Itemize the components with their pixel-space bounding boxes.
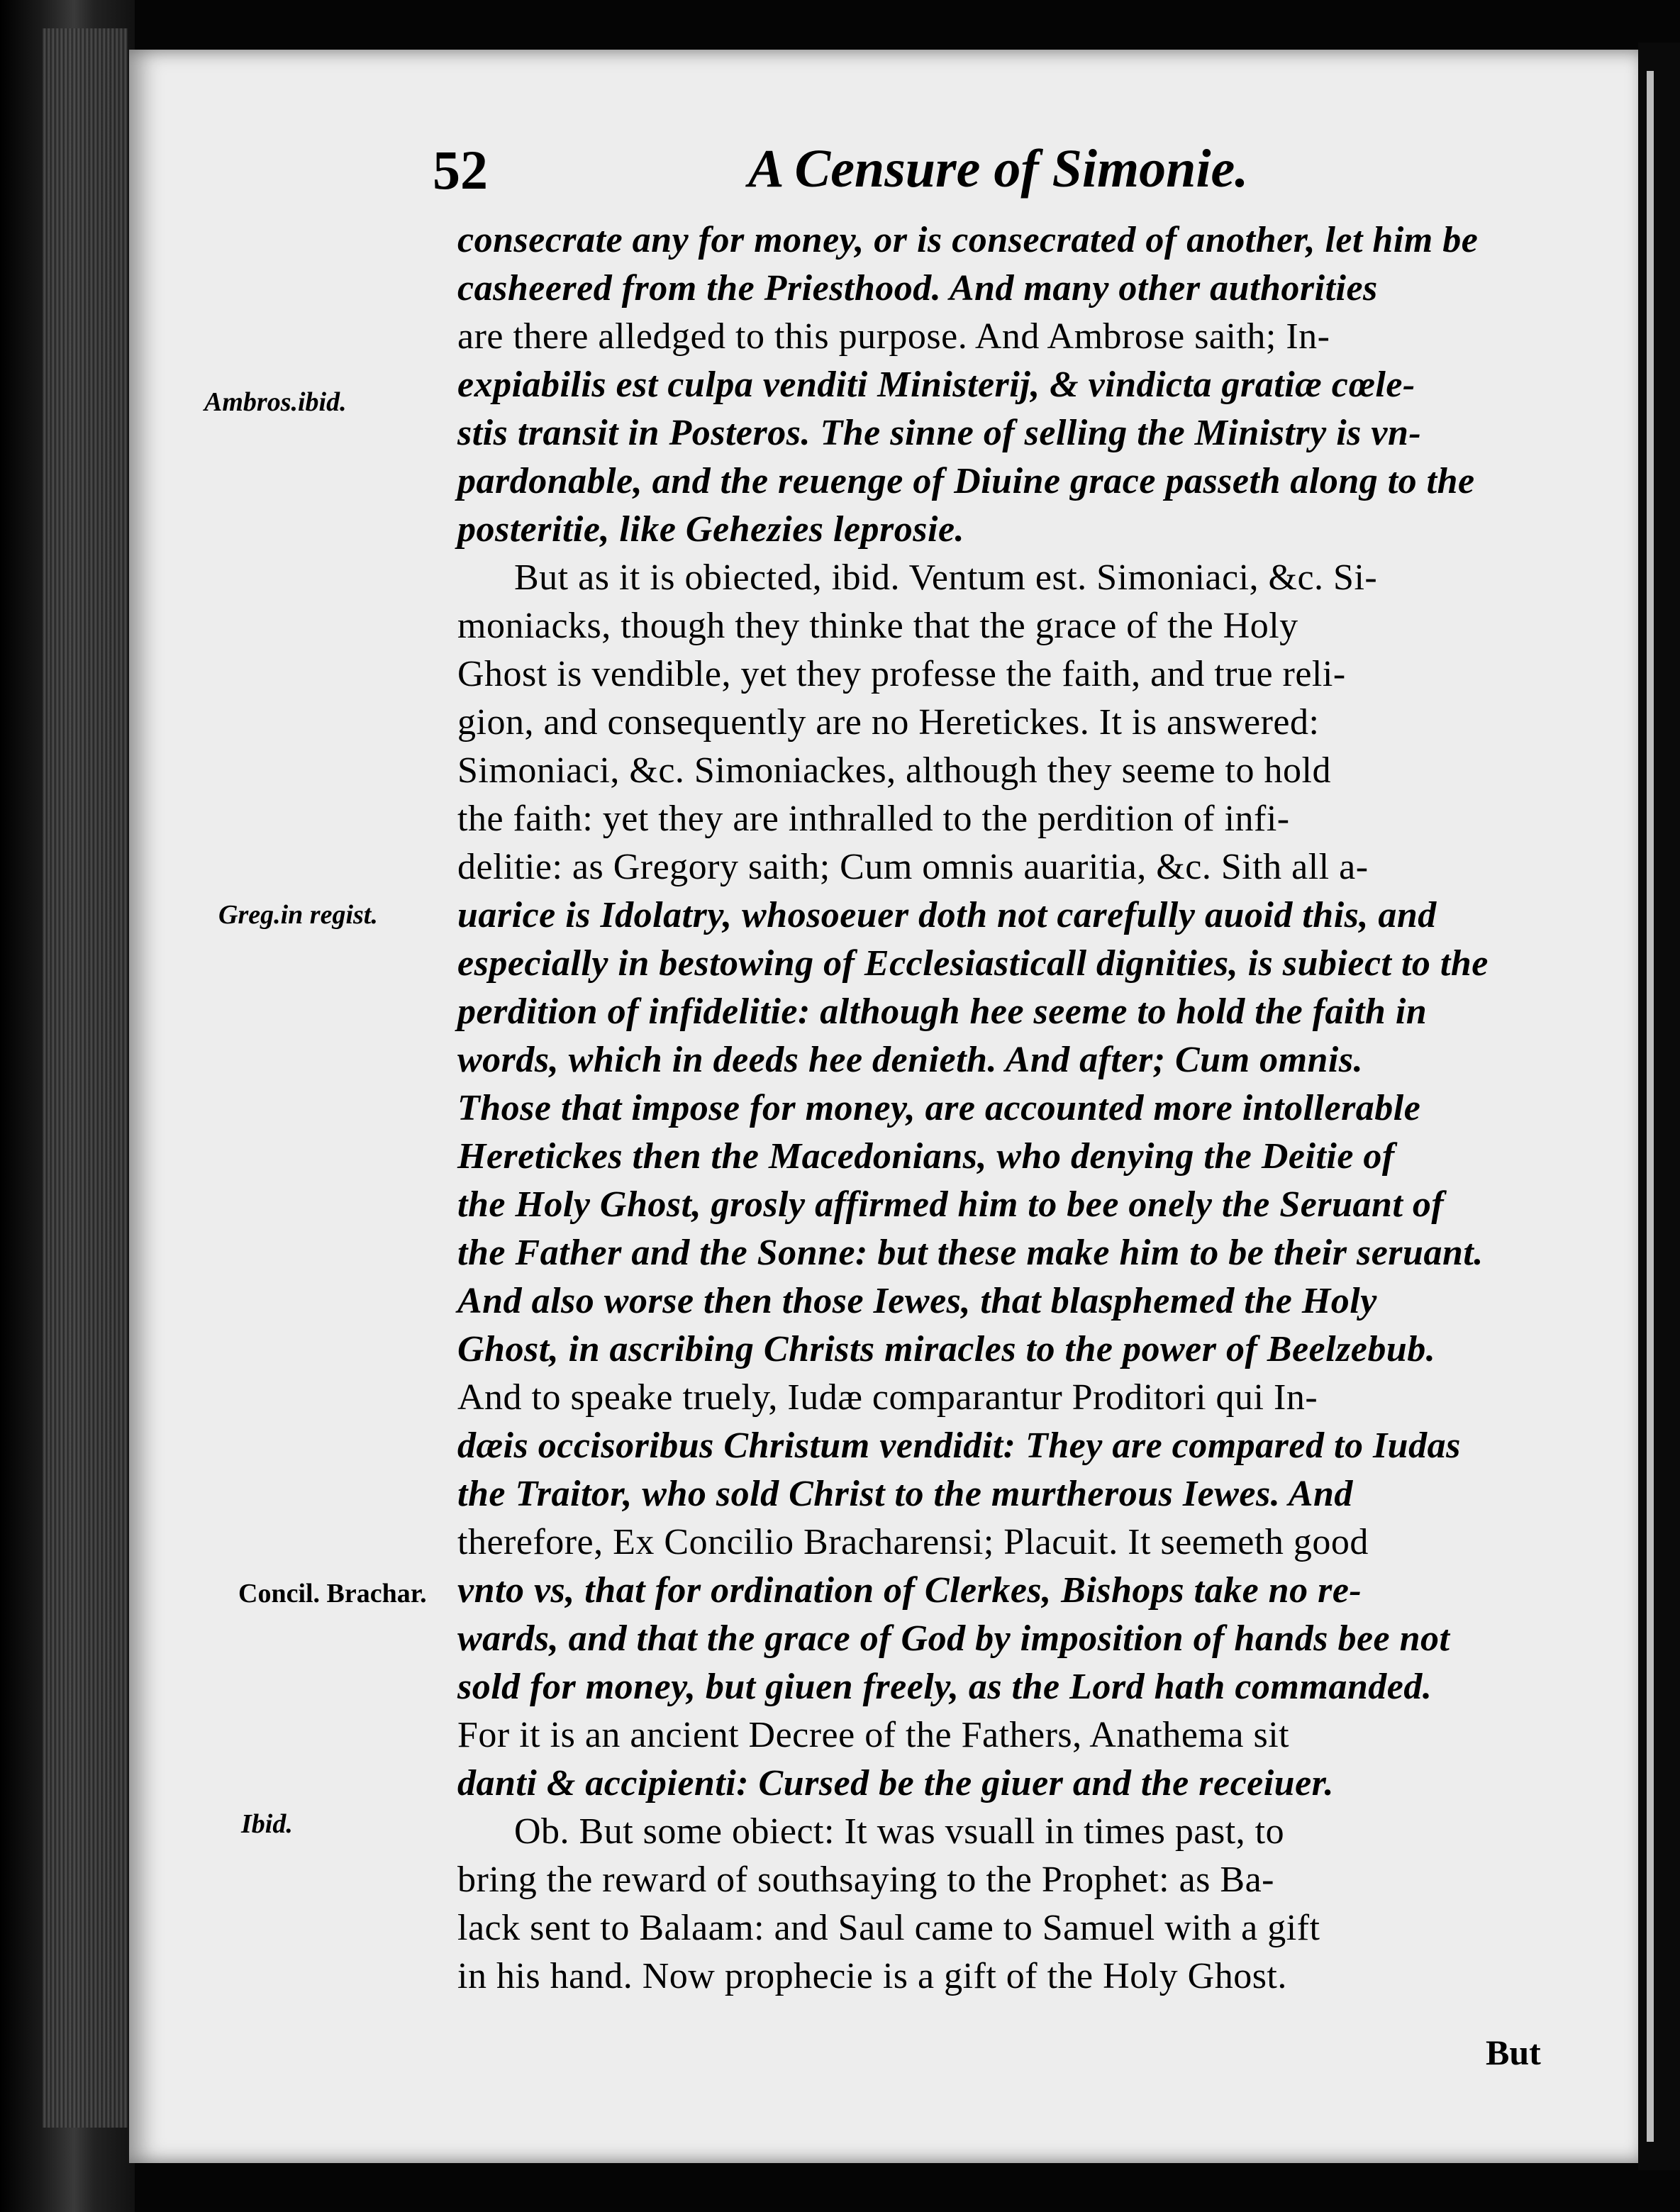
text-line: Ob. But some obiect: It was vsuall in times past, to [514,1811,1285,1852]
text-line: Those that impose for money, are accounted more intollerable [457,1088,1421,1128]
text-line: the Traitor, who sold Christ to the murtherous Iewes. And [457,1474,1353,1514]
text-line: And also worse then those Iewes, that blasphemed the Holy [457,1281,1377,1321]
margin-note-ambrose: Ambros.ibid. [204,387,347,417]
text-line: vnto vs, that for ordination of Clerkes, Bishops take no re- [457,1570,1362,1611]
text-line: posteritie, like Gehezies leprosie. [457,509,965,550]
text-line: For it is an ancient Decree of the Fathers, Anathema sit [457,1715,1290,1755]
text-line: perdition of infidelitie: although hee seeme to hold the faith in [457,991,1428,1032]
text-line: words, which in deeds hee denieth. And after; Cum omnis. [457,1040,1364,1080]
right-page-edge [1638,43,1680,2170]
text-line: Ghost is vendible, yet they professe the faith, and true reli- [457,654,1346,694]
text-line: the Holy Ghost, grosly affirmed him to bee onely the Seruant of [457,1184,1445,1225]
page-number: 52 [433,139,488,201]
text-line: pardonable, and the reuenge of Diuine grace passeth along to the [457,461,1475,501]
text-line: delitie: as Gregory saith; Cum omnis auaritia, &c. Sith all a- [457,847,1369,887]
text-line: casheered from the Priesthood. And many other authorities [457,268,1378,309]
text-line: But as it is obiected, ibid. Ventum est. Simoniaci, &c. Si- [514,557,1378,598]
text-line: And to speake truely, Iudæ comparantur Proditori qui In- [457,1377,1318,1418]
text-line: are there alledged to this purpose. And Ambrose saith; In- [457,316,1330,357]
text-line: lack sent to Balaam: and Saul came to Samuel with a gift [457,1908,1320,1948]
text-line: in his hand. Now propheсie is a gift of the Holy Ghost. [457,1956,1287,1996]
text-line: the faith: yet they are inthralled to the perdition of infi- [457,799,1290,839]
running-title: A Censure of Simonie. [748,139,1249,199]
text-line: Heretickes then the Macedonians, who denying the Deitie of [457,1136,1395,1177]
text-line: bring the reward of southsaying to the Prophet: as Ba- [457,1860,1274,1900]
text-line: dæis occisoribus Christum vendidit: They are compared to Iudas [457,1425,1461,1466]
text-line: the Father and the Sonne: but these make him to be their seruant. [457,1233,1484,1273]
text-line: moniacks, though they thinke that the grace of the Holy [457,606,1298,646]
text-line: sold for money, but giuen freely, as the Lord hath commanded. [457,1667,1433,1707]
text-line: wards, and that the grace of God by imposition of hands bee not [457,1618,1450,1659]
text-line: expiabilis est culpa venditi Ministerij, & vindicta gratiæ cœle- [457,365,1415,405]
margin-note-gregory: Greg.in regist. [218,900,378,930]
margin-note-ibid: Ibid. [241,1809,293,1839]
text-line: Simoniaci, &c. Simoniackes, although they seeme to hold [457,750,1331,791]
text-line: stis transit in Posteros. The sinne of selling the Ministry is vn- [457,413,1422,453]
page-edges [43,28,128,2128]
catchword: But [1486,2033,1541,2072]
text-line: especially in bestowing of Ecclesiasticall dignities, is subiect to the [457,943,1489,984]
text-line: uarice is Idolatry, whosoeuer doth not carefully auoid this, and [457,895,1437,935]
text-line: danti & accipienti: Cursed be the giuer and the receiuer. [457,1763,1335,1803]
text-line: Ghost, in ascribing Christs miracles to the power of Beelzebub. [457,1329,1436,1369]
margin-note-concilium: Concil. Brachar. [238,1579,427,1608]
text-line: therefore, Ex Concilio Bracharensi; Placuit. It seemeth good [457,1522,1369,1562]
text-line: consecrate any for money, or is consecrated of another, let him be [457,220,1479,260]
text-line: gion, and consequently are no Heretickes. It is answered: [457,702,1320,743]
